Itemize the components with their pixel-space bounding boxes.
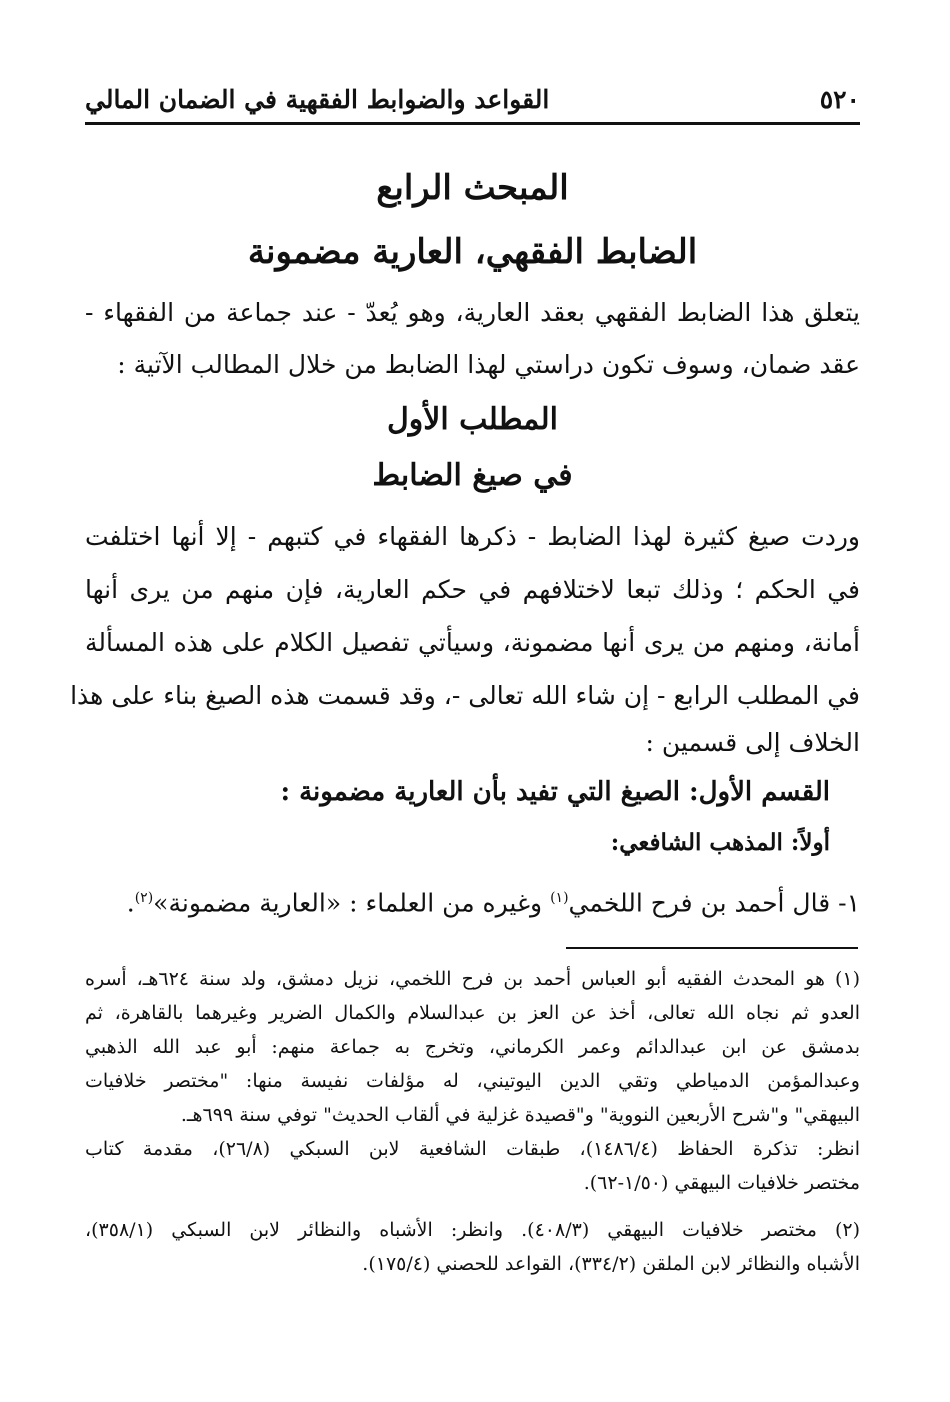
footnote-1-line-7: مختصر خلافيات البيهقي (١/٥٠-٦٢). xyxy=(583,1172,860,1194)
book-title: القواعد والضوابط الفقهية في الضمان المالي xyxy=(85,84,550,114)
item-one-quote: وغيره من العلماء : «العارية مضمونة» xyxy=(153,888,551,918)
madhhab-heading: أولاً: المذهب الشافعي: xyxy=(610,829,830,856)
footnote-1-line-5: البيهقي" و"شرح الأربعين النووية" و"قصيدة غزلية في ألقاب الحديث" توفي سنة ٦٩٩هـ. xyxy=(180,1104,860,1126)
item-one-text: ١- قال أحمد بن فرح اللخمي xyxy=(568,888,860,918)
footnote-2-line-1: (٢) مختصر خلافيات البيهقي (٤٠٨/٣). وانظر: الأشباه والنظائر لابن السبكي (٣٥٨/١)، xyxy=(85,1219,860,1241)
body-line-5: الخلاف إلى قسمين : xyxy=(645,728,860,757)
item-one xyxy=(127,877,860,924)
footnote-1-line-2: العدو ثم نجاه الله تعالى، أخذ عن العز بن عبدالسلام والكمال الضرير وغيرهما بالقاهرة، ثم xyxy=(85,1002,860,1024)
section-title: المبحث الرابع xyxy=(376,168,569,208)
intro-line-1: يتعلق هذا الضابط الفقهي بعقد العارية، وهو يُعدّ - عند جماعة من الفقهاء - xyxy=(85,298,860,327)
matlab-subtitle: في صيغ الضابط xyxy=(372,458,573,493)
body-line-4: في المطلب الرابع - إن شاء الله تعالى -، وقد قسمت هذه الصيغ بناء على هذا xyxy=(70,681,860,710)
footnote-2-line-2: الأشباه والنظائر لابن الملقن (٣٣٤/٢)، القواعد للحصني (١٧٥/٤). xyxy=(362,1253,860,1275)
page-number: ٥٢٠ xyxy=(819,84,860,114)
body-line-3: أمانة، ومنهم من يرى أنها مضمونة، وسيأتي تفصيل الكلام على هذه المسألة xyxy=(85,628,860,657)
running-header xyxy=(85,82,860,116)
header-rule xyxy=(85,122,860,125)
footnote-ref-2[interactable]: (٢) xyxy=(134,890,154,906)
section-subtitle: الضابط الفقهي، العارية مضمونة xyxy=(247,232,698,272)
item-one-end: . xyxy=(126,888,135,918)
footnote-1-line-4: وعبدالمؤمن الدمياطي وتقي الدين اليوتيني، له مؤلفات نفيسة منها: "مختصر خلافيات xyxy=(85,1070,860,1092)
body-line-2: في الحكم ؛ وذلك تبعا لاختلافهم في حكم العارية، فإن منهم من يرى أنها xyxy=(85,575,860,604)
part-one-heading: القسم الأول: الصيغ التي تفيد بأن العارية مضمونة : xyxy=(280,777,830,807)
body-line-1: وردت صيغ كثيرة لهذا الضابط - ذكرها الفقهاء في كتبهم - إلا أنها اختلفت xyxy=(85,522,860,551)
footnote-ref-1[interactable]: (١) xyxy=(550,890,569,906)
intro-line-2: عقد ضمان، وسوف تكون دراستي لهذا الضابط من خلال المطالب الآتية : xyxy=(117,350,860,379)
footnote-1-line-3: بدمشق عن ابن عبدالدائم وعمر الكرماني، وتخرج به جماعة منهم: أبو عبد الله الذهبي xyxy=(85,1036,860,1058)
footnote-1-line-6: انظر: تذكرة الحفاظ (١٤٨٦/٤)، طبقات الشافعية لابن السبكي (٢٦/٨)، مقدمة كتاب xyxy=(85,1138,860,1160)
footnote-1-line-1: (١) هو المحدث الفقيه أبو العباس أحمد بن فرح اللخمي، نزيل دمشق، ولد سنة ٦٢٤هـ، أسره xyxy=(85,968,860,990)
matlab-title: المطلب الأول xyxy=(387,402,558,437)
footnote-divider xyxy=(566,947,858,949)
